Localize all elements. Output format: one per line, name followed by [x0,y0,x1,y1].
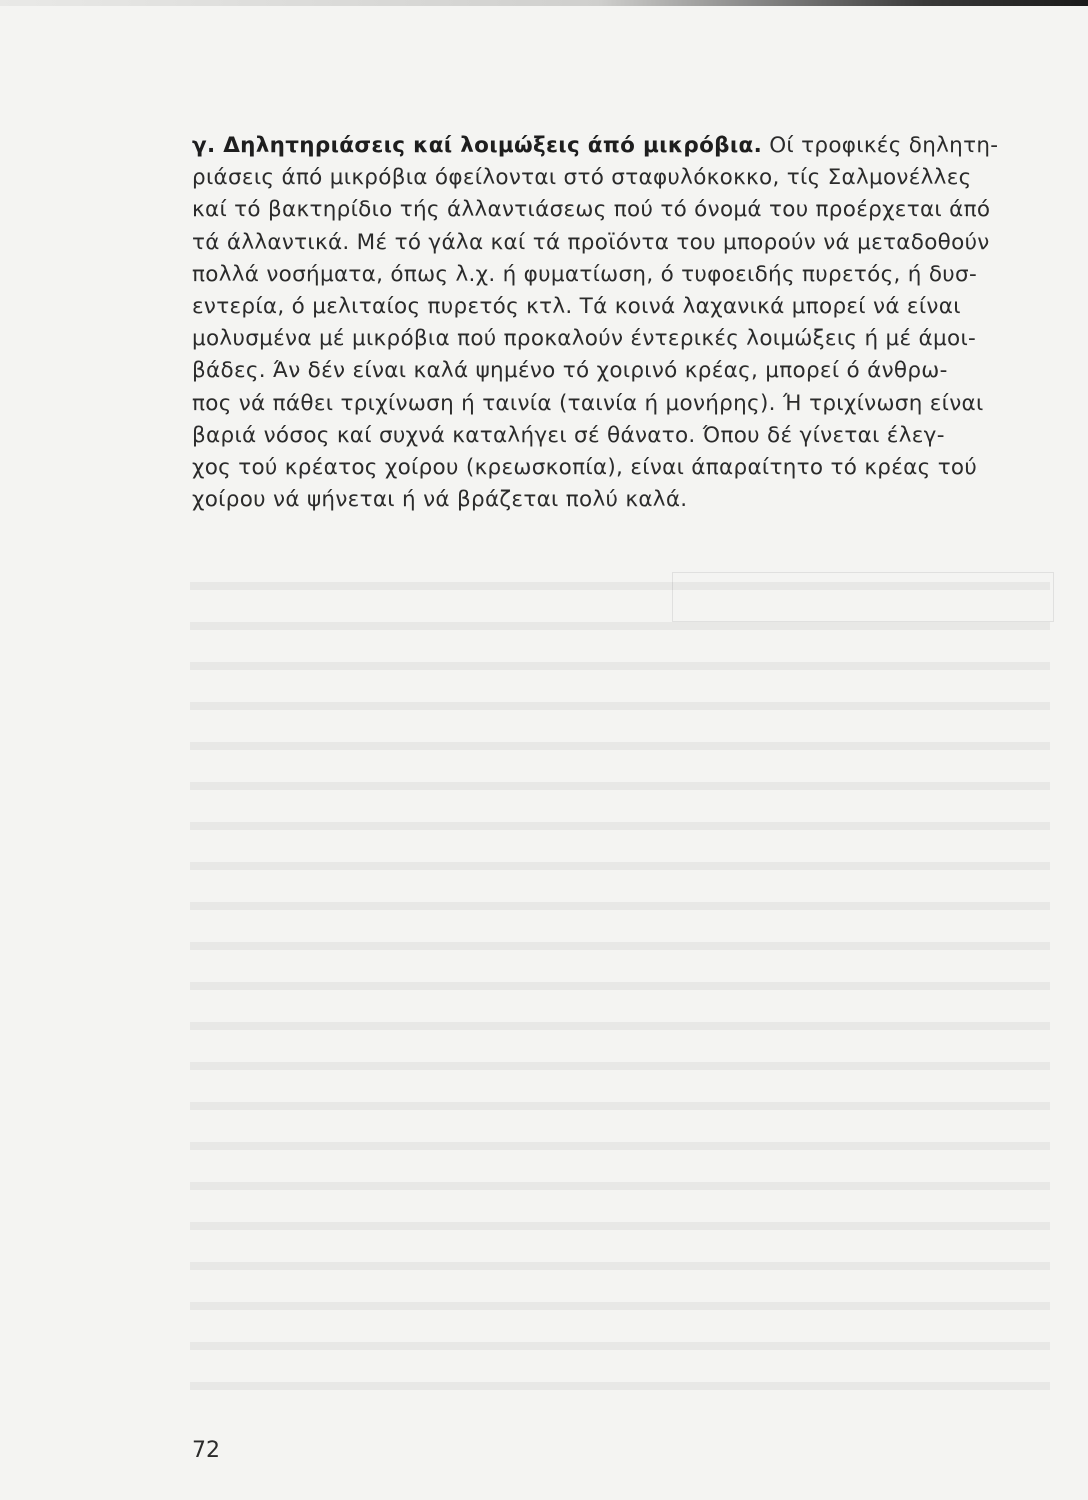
paragraph-line: βάδες. Άν δέν είναι καλά ψημένο τό χοιρινό κρέας, μπορεί ό άνθρω- [192,358,948,384]
paragraph-line: εντερία, ό μελιταίος πυρετός κτλ. Τά κοινά λαχανικά μπορεί νά είναι [192,294,961,320]
paragraph-line: χος τού κρέατος χοίρου (κρεωσκοπία), είναι άπαραίτητο τό κρέας τού [192,455,978,481]
show-through-text [190,560,1050,1420]
scan-top-edge [0,0,1088,6]
heading-line-continuation: Οί τροφικές δηλητη- [762,133,999,158]
paragraph-line: καί τό βακτηρίδιο τής άλλαντιάσεως πού τό όνομά του προέρχεται άπό [192,197,991,223]
paragraph-line: μολυσμένα μέ μικρόβια πού προκαλούν έντερικές λοιμώξεις ή μέ άμοι- [192,326,977,352]
section-paragraph [192,130,1022,516]
show-through-box [672,572,1054,622]
paragraph-line: πος νά πάθει τριχίνωση ή ταινία (ταινία ή μονήρης). Ή τριχίνωση είναι [192,390,984,416]
paragraph-line: ριάσεις άπό μικρόβια όφείλονται στό σταφυλόκοκκο, τίς Σαλμονέλλες [192,165,972,191]
section-heading: γ. Δηλητηριάσεις καί λοιμώξεις άπό μικρόβια. [192,133,763,158]
page-number: 72 [192,1438,220,1463]
paragraph-line: τά άλλαντικά. Μέ τό γάλα καί τά προϊόντα του μπορούν νά μεταδοθούν [192,229,990,255]
paragraph-line: βαριά νόσος καί συχνά καταλήγει σέ θάνατο. Όπου δέ γίνεται έλεγ- [192,422,945,448]
paragraph-line-1 [192,130,1022,162]
paragraph-line: χοίρου νά ψήνεται ή νά βράζεται πολύ καλά. [192,487,688,513]
paragraph-line: πολλά νοσήματα, όπως λ.χ. ή φυματίωση, ό τυφοειδής πυρετός, ή δυσ- [192,261,978,287]
